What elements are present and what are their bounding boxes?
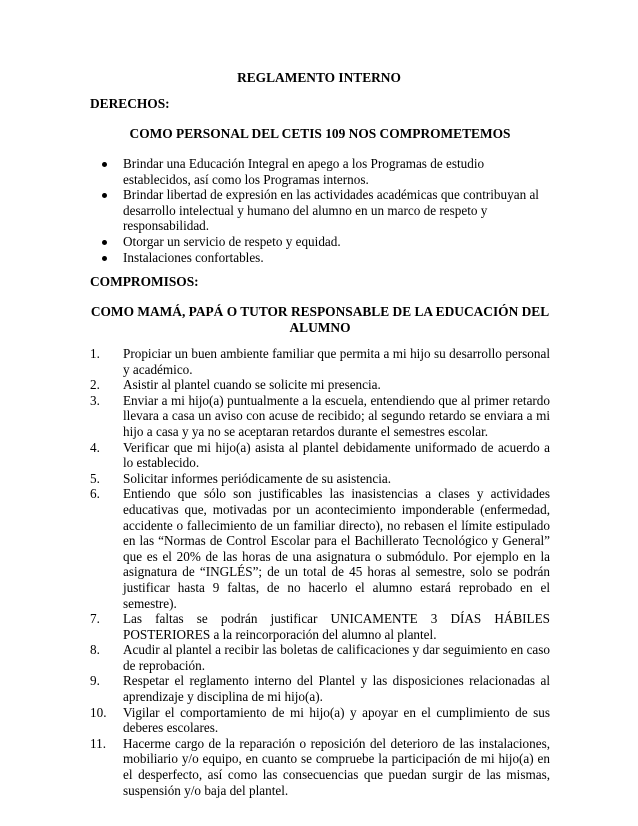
list-item-text: Brindar libertad de expresión en las actividades académicas que contribuyan al desarrollo intelectual y humano del alumno en un marco de respeto y responsabilidad.	[123, 187, 539, 234]
list-item-text: Respetar el reglamento interno del Plantel y las disposiciones relacionadas al aprendizaje y disciplina de mi hijo(a).	[123, 673, 550, 705]
list-item	[90, 705, 550, 736]
list-item-text: Entiendo que sólo son justificables las inasistencias a clases y actividades educativas que, motivadas por un acontecimiento imponderable (enfermedad, accidente o fallecimiento de un familiar directo), no rebasen el límite estipulado en las “Normas de Control Escolar para el Bachillerato Tecnológico y General” que es el 20% de las horas de una asignatura o submódulo. Por ejemplo en la asignatura de “INGLÉS”; de un total de 45 horas al semestre, solo se podrán justificar hasta 9 faltas, de no hacerlo el alumno estará reprobado en el semestre).	[123, 486, 550, 611]
rights-list	[90, 156, 550, 265]
list-item	[90, 471, 550, 487]
bullet-icon	[102, 240, 107, 245]
list-item-text: Brindar una Educación Integral en apego a los Programas de estudio establecidos, así como los Programas internos.	[123, 156, 485, 187]
list-item-text: Enviar a mi hijo(a) puntualmente a la escuela, entendiendo que al primer retardo llevara a casa un aviso con acuse de recibido; al segundo retardo se enviara a mi hijo a casa y ya no se aceptaran retardos durante el semestres escolar.	[123, 392, 550, 439]
list-item	[90, 611, 550, 642]
list-item	[90, 346, 550, 377]
commitments-list	[90, 346, 550, 798]
item-number: 4.	[90, 439, 100, 455]
bullet-icon	[102, 193, 107, 198]
list-item-text: Solicitar informes periódicamente de su asistencia.	[123, 470, 392, 486]
item-number: 7.	[90, 611, 100, 627]
commitments-subheading	[90, 304, 550, 335]
bullet-icon	[102, 256, 107, 261]
list-item-text: Hacerme cargo de la reparación o reposición del deterioro de las instalaciones, mobiliario y/o equipo, en cuanto se compruebe la participación de mi hijo(a) en el desperfecto, así como las consecuencias que puedan surgir de las mismas, suspensión y/o baja del plantel.	[123, 735, 550, 798]
item-number: 11.	[90, 735, 106, 751]
list-item-text: Instalaciones confortables.	[123, 249, 264, 265]
list-item	[90, 486, 550, 611]
list-item-text: Asistir al plantel cuando se solicite mi presencia.	[123, 377, 381, 393]
bullet-icon	[102, 162, 107, 167]
item-number: 10.	[90, 704, 107, 720]
item-number: 9.	[90, 673, 100, 689]
list-item-text: Otorgar un servicio de respeto y equidad.	[123, 233, 341, 249]
list-item-text: Verificar que mi hijo(a) asista al plantel debidamente uniformado de acuerdo a lo establecido.	[123, 439, 550, 471]
list-item-text: Acudir al plantel a recibir las boletas de calificaciones y dar seguimiento en caso de reprobación.	[123, 642, 550, 673]
list-item	[90, 377, 550, 393]
item-number: 5.	[90, 470, 100, 486]
list-item	[90, 234, 550, 250]
item-number: 8.	[90, 642, 100, 658]
document-title: REGLAMENTO INTERNO	[237, 70, 401, 85]
list-item	[90, 393, 550, 440]
commitments-subheading-line2: ALUMNO	[289, 319, 351, 335]
list-item	[90, 736, 550, 798]
item-number: 3.	[90, 392, 100, 408]
list-item	[90, 250, 550, 266]
commitments-heading: COMPROMISOS:	[90, 274, 199, 289]
rights-subheading: COMO PERSONAL DEL CETIS 109 NOS COMPROMETEMOS	[129, 126, 511, 141]
item-number: 6.	[90, 486, 100, 502]
list-item	[90, 673, 550, 704]
list-item	[90, 187, 550, 234]
item-number: 1.	[90, 346, 100, 361]
item-number: 2.	[90, 377, 100, 393]
list-item	[90, 440, 550, 471]
list-item-text: Las faltas se podrán justificar UNICAMENTE 3 DÍAS HÁBILES POSTERIORES a la reincorporación del alumno al plantel.	[123, 611, 550, 642]
list-item-text: Vigilar el comportamiento de mi hijo(a) y apoyar en el cumplimiento de sus deberes escolares.	[123, 704, 550, 736]
list-item-text: Propiciar un buen ambiente familiar que permita a mi hijo su desarrollo personal y académico.	[123, 346, 550, 377]
rights-heading: DERECHOS:	[90, 96, 170, 111]
commitments-subheading-line1: COMO MAMÁ, PAPÁ O TUTOR RESPONSABLE DE LA EDUCACIÓN DEL	[90, 304, 550, 319]
list-item	[90, 642, 550, 673]
list-item	[90, 156, 550, 187]
